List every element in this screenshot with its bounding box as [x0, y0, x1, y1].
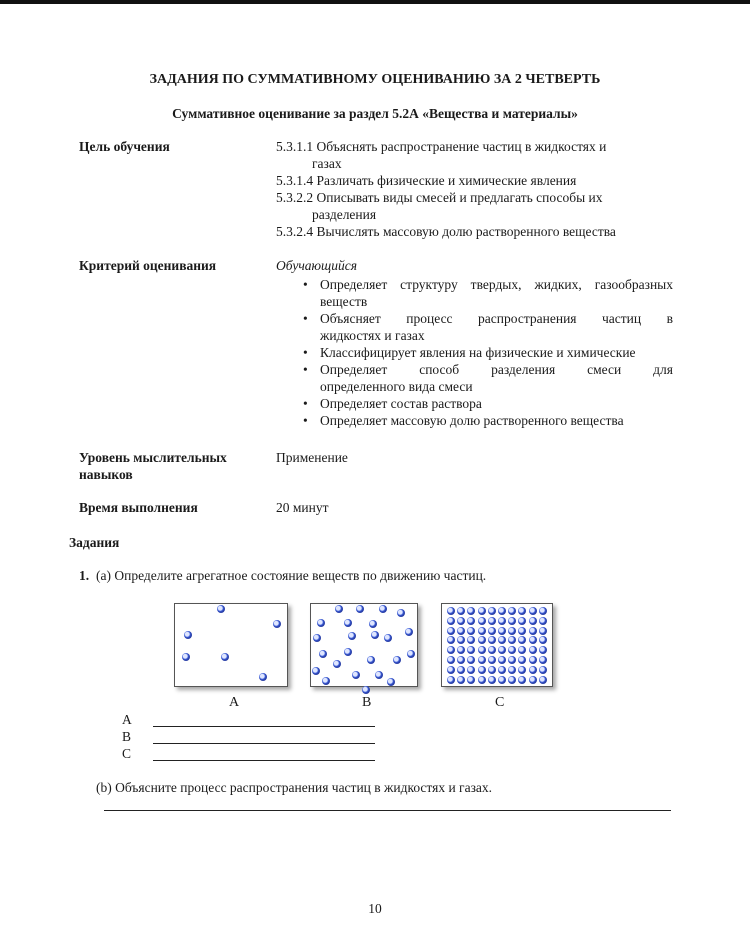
skills-label: навыков	[79, 467, 133, 482]
particle-dot	[317, 619, 325, 627]
particle-dot	[457, 676, 465, 684]
particle-dot	[447, 636, 455, 644]
answer-line[interactable]	[104, 810, 671, 811]
particle-dot	[457, 656, 465, 664]
particle-dot	[498, 607, 506, 615]
particle-dot	[508, 646, 516, 654]
particle-dot	[478, 636, 486, 644]
particle-dot	[539, 627, 547, 635]
particle-dot	[508, 666, 516, 674]
particle-dot	[384, 634, 392, 642]
particle-dot	[457, 666, 465, 674]
particle-dot	[529, 627, 537, 635]
criteria-list	[303, 276, 673, 429]
particle-dot	[447, 676, 455, 684]
criteria-label: Критерий оценивания	[79, 258, 217, 273]
particle-dot	[447, 627, 455, 635]
particle-dot	[508, 636, 516, 644]
particle-dot	[488, 636, 496, 644]
diagram-caption: B	[362, 695, 372, 710]
particle-dot	[478, 617, 486, 625]
question-1a: (a) Определите агрегатное состояние веществ по движению частиц.	[96, 568, 487, 583]
particle-dot	[457, 646, 465, 654]
particle-dot	[467, 636, 475, 644]
particle-dot	[518, 617, 526, 625]
criteria-item: • Определяет массовую долю растворенного вещества	[303, 412, 673, 429]
objective-line: газах	[312, 156, 342, 171]
particle-dot	[457, 607, 465, 615]
criteria-item: • Определяет структуру твердых, жидких, газообразных веществ	[303, 276, 673, 310]
particle-dot	[348, 632, 356, 640]
answer-line[interactable]	[153, 760, 375, 761]
criteria-item: • Определяет способ разделения смеси для определенного вида смеси	[303, 361, 673, 395]
particle-dot	[518, 636, 526, 644]
particle-dot	[529, 646, 537, 654]
particle-dot	[467, 627, 475, 635]
particle-dot	[508, 676, 516, 684]
particle-dot	[539, 617, 547, 625]
particle-dot	[312, 667, 320, 675]
particle-dot	[221, 653, 229, 661]
particle-dot	[356, 605, 364, 613]
particle-dot	[467, 666, 475, 674]
particle-dot	[367, 656, 375, 664]
particle-dot	[529, 656, 537, 664]
answer-label: C	[122, 746, 132, 761]
particle-dot	[498, 656, 506, 664]
page-number: 10	[368, 901, 382, 916]
objective-line: 5.3.2.4 Вычислять массовую долю растворенного вещества	[276, 224, 616, 239]
particle-dot	[518, 666, 526, 674]
particle-dot	[379, 605, 387, 613]
skills-label: Уровень мыслительных	[79, 450, 227, 465]
particle-dot	[273, 620, 281, 628]
section-subtitle: Суммативное оценивание за раздел 5.2А «Вещества и материалы»	[172, 106, 578, 121]
particle-dot	[467, 617, 475, 625]
particle-dot	[508, 617, 516, 625]
particle-dot	[457, 617, 465, 625]
criteria-item: • Классифицирует явления на физические и химические	[303, 344, 673, 361]
particle-dot	[498, 646, 506, 654]
particle-dot	[498, 676, 506, 684]
particle-dot	[488, 656, 496, 664]
particle-dot	[508, 607, 516, 615]
objective-line: разделения	[312, 207, 377, 222]
particle-dot	[529, 666, 537, 674]
answer-label: B	[122, 729, 132, 744]
particle-dot	[467, 656, 475, 664]
particle-dot	[447, 646, 455, 654]
objective-line: 5.3.1.4 Различать физические и химические явления	[276, 173, 577, 188]
particle-dot	[508, 656, 516, 664]
particle-dot	[488, 646, 496, 654]
particle-dot	[478, 646, 486, 654]
particle-dot	[529, 636, 537, 644]
particle-dot	[313, 634, 321, 642]
objective-label: Цель обучения	[79, 139, 170, 154]
particle-dot	[352, 671, 360, 679]
solid-liquid-gas-diagram-c	[441, 603, 553, 687]
particle-dot	[529, 617, 537, 625]
particle-dot	[335, 605, 343, 613]
objective-line: 5.3.2.2 Описывать виды смесей и предлагать способы их	[276, 190, 603, 205]
particle-dot	[478, 676, 486, 684]
particle-dot	[539, 656, 547, 664]
particle-dot	[182, 653, 190, 661]
particle-dot	[529, 607, 537, 615]
tasks-heading: Задания	[69, 535, 120, 550]
particle-dot	[447, 666, 455, 674]
question-number: 1.	[79, 568, 90, 583]
particle-dot	[488, 617, 496, 625]
particle-dot	[478, 666, 486, 674]
particle-dot	[518, 627, 526, 635]
answer-line[interactable]	[153, 726, 375, 727]
solid-liquid-gas-diagram-b	[310, 603, 418, 687]
particle-dot	[319, 650, 327, 658]
particle-dot	[397, 609, 405, 617]
criteria-intro: Обучающийся	[276, 258, 358, 273]
particle-dot	[539, 607, 547, 615]
particle-dot	[478, 627, 486, 635]
particle-dot	[498, 636, 506, 644]
particle-dot	[498, 617, 506, 625]
particle-dot	[467, 646, 475, 654]
particle-dot	[447, 656, 455, 664]
time-value: 20 минут	[276, 500, 329, 515]
particle-dot	[467, 607, 475, 615]
particle-dot	[488, 607, 496, 615]
page-title: ЗАДАНИЯ ПО СУММАТИВНОМУ ОЦЕНИВАНИЮ ЗА 2 ЧЕТВЕРТЬ	[149, 72, 601, 87]
particle-dot	[498, 627, 506, 635]
particle-dot	[539, 636, 547, 644]
particle-dot	[375, 671, 383, 679]
skills-value: Применение	[276, 450, 348, 465]
particle-dot	[518, 656, 526, 664]
particle-dot	[478, 607, 486, 615]
objective-line: 5.3.1.1 Объяснять распространение частиц в жидкостях и	[276, 139, 607, 154]
particle-dot	[259, 673, 267, 681]
particle-dot	[184, 631, 192, 639]
particle-dot	[407, 650, 415, 658]
particle-dot	[539, 646, 547, 654]
particle-dot	[333, 660, 341, 668]
particle-dot	[344, 648, 352, 656]
particle-dot	[529, 676, 537, 684]
particle-dot	[508, 627, 516, 635]
particle-dot	[518, 607, 526, 615]
particle-dot	[387, 678, 395, 686]
particle-dot	[518, 676, 526, 684]
criteria-item: • Определяет состав раствора	[303, 395, 673, 412]
particle-dot	[457, 636, 465, 644]
particle-dot	[393, 656, 401, 664]
particle-dot	[344, 619, 352, 627]
solid-liquid-gas-diagram-a	[174, 603, 288, 687]
diagram-caption: A	[229, 695, 240, 710]
particle-dot	[488, 666, 496, 674]
time-label: Время выполнения	[79, 500, 198, 515]
particle-dot	[457, 627, 465, 635]
particle-dot	[371, 631, 379, 639]
particle-dot	[369, 620, 377, 628]
particle-dot	[405, 628, 413, 636]
particle-dot	[539, 676, 547, 684]
top-border	[0, 0, 750, 4]
particle-dot	[488, 676, 496, 684]
particle-dot	[362, 686, 370, 694]
particle-dot	[217, 605, 225, 613]
particle-dot	[322, 677, 330, 685]
question-1b: (b) Объясните процесс распространения частиц в жидкостях и газах.	[96, 780, 493, 795]
particle-dot	[447, 607, 455, 615]
criteria-item: • Объясняет процесс распространения частиц в жидкостях и газах	[303, 310, 673, 344]
answer-line[interactable]	[153, 743, 375, 744]
particle-dot	[488, 627, 496, 635]
particle-dot	[467, 676, 475, 684]
particle-dot	[539, 666, 547, 674]
particle-dot	[498, 666, 506, 674]
particle-dot	[518, 646, 526, 654]
particle-dot	[478, 656, 486, 664]
particle-dot	[447, 617, 455, 625]
answer-label: A	[122, 712, 132, 727]
diagram-caption: C	[495, 695, 505, 710]
